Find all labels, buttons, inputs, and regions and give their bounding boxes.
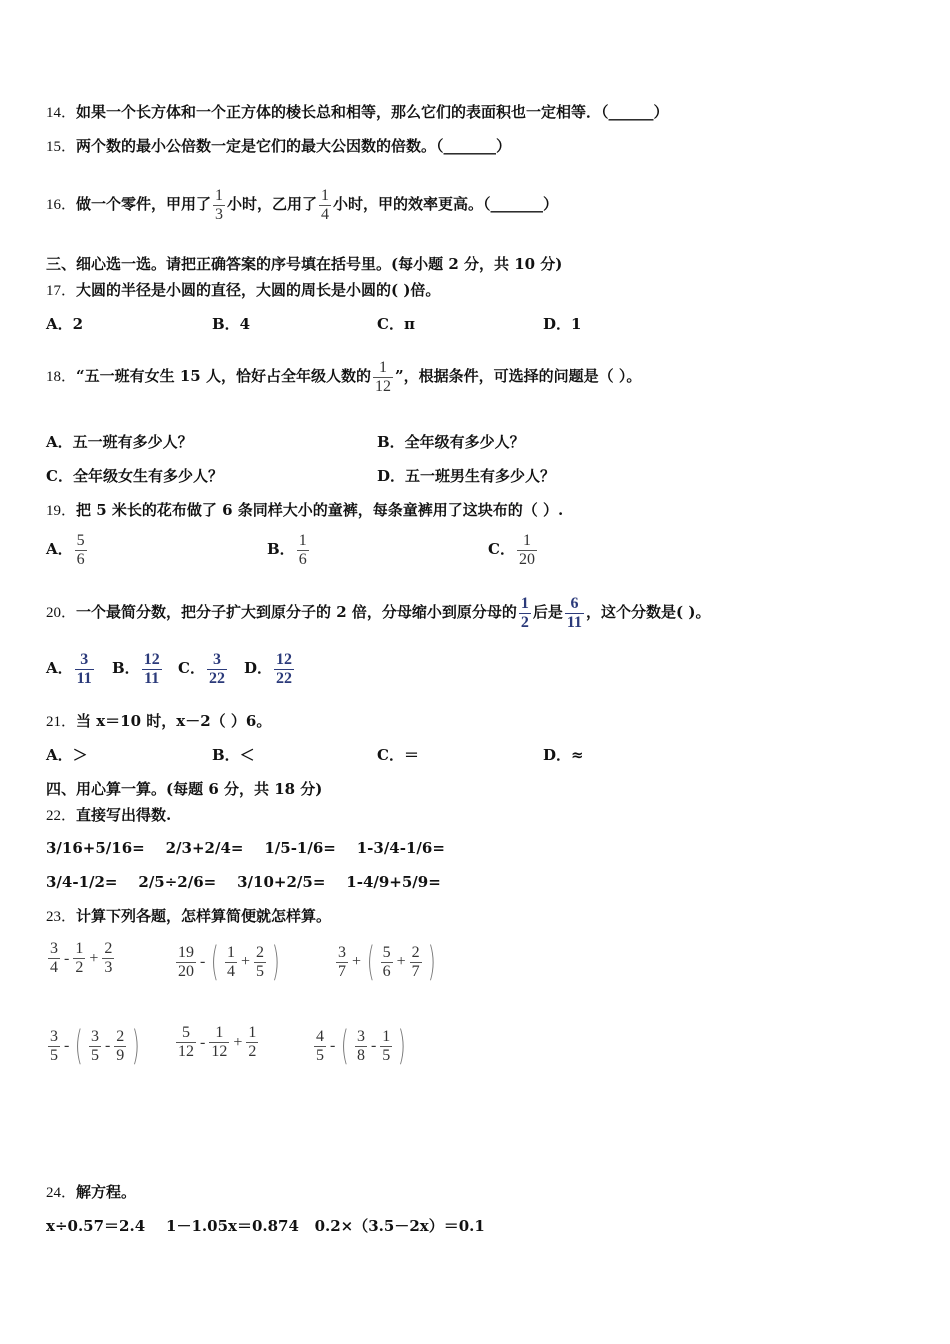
question-text: 把 5 米长的花布做了 6 条同样大小的童裤，每条童裤用了这块布的（ ）. [76,501,564,519]
option-c[interactable]: C． $\frac{3}{22}$ [178,650,225,687]
question-number: 15． [46,139,77,155]
calc-row-1: 3/16+5/16= 2/3+2/4= 1/5-1/6= 1-3/4-1/6= [46,839,445,857]
question-text: 当 x＝10 时，x－2（ ）6。 [76,712,272,730]
question-number: 23． [46,909,77,925]
option-b[interactable]: B． $\frac{12}{11}$ [112,650,160,687]
fraction: $\frac{1}{6}$ [298,531,307,568]
question-text: 做一个零件，甲用了 [76,195,212,213]
question-text: 直接写出得数. [76,806,172,824]
option-d[interactable]: D．1 [543,315,582,333]
fraction: $\frac{3}{22}$ [208,650,225,687]
question-text: 计算下列各题，怎样算简便就怎样算。 [76,907,332,925]
expression-5: $\frac{5}{12}$ - $\frac{1}{12}$ + $\frac{1}{2}$ [178,1024,257,1060]
question-number: 21． [46,714,77,730]
question-number: 24． [46,1185,77,1201]
expression-3: $\frac{3}{7}$ + ( $\frac{5}{6}$ + $\frac{2}{7}$ ) [338,939,436,985]
fraction: $\frac{1}{12}$ [374,358,391,395]
question-text: 两个数的最小公倍数一定是它们的最大公因数的倍数。（_______） [76,137,512,155]
question-21 [46,711,271,732]
question-24 [46,1182,136,1203]
question-text: 如果一个长方体和一个正方体的棱长总和相等，那么它们的表面积也一定相等．（______） [76,103,669,121]
question-number: 20． [46,605,77,621]
question-text: 一个最简分数，把分子扩大到原分子的 2 倍，分母缩小到原分母的 [76,603,517,621]
question-number: 19． [46,503,77,519]
option-a[interactable]: A．2 [46,315,84,333]
fraction: $\frac{1}{4}$ [321,186,330,223]
option-c[interactable]: C．全年级女生有多少人？ [46,467,223,485]
fraction: $\frac{5}{6}$ [76,531,85,568]
expression-4: $\frac{3}{5}$ - ( $\frac{3}{5}$ - $\frac{2}{9}$ ) [50,1023,140,1069]
question-19 [46,500,563,521]
option-c[interactable]: C．π [377,315,415,333]
section-3-title: 三、细心选一选。请把正确答案的序号填在括号里。(每小题 2 分，共 10 分) [46,255,563,273]
option-a[interactable]: A． $\frac{5}{6}$ [46,531,85,568]
fraction: $\frac{6}{11}$ [566,594,583,631]
question-number: 17． [46,283,77,299]
option-c[interactable]: C．＝ [377,746,419,764]
question-18: 18．“五一班有女生 15 人，恰好占全年级人数的 $\frac{1}{12}$ ”，根据条件，可选择的问题是（ ）。 [46,358,642,395]
fraction: $\frac{1}{20}$ [518,531,535,568]
question-text: 大圆的半径是小圆的直径，大圆的周长是小圆的( )倍。 [76,281,441,299]
fraction: $\frac{3}{11}$ [76,650,92,687]
option-d[interactable]: D． $\frac{12}{22}$ [244,650,293,687]
expression-6: $\frac{4}{5}$ - ( $\frac{3}{8}$ - $\frac{1}{5}$ ) [316,1023,406,1069]
option-a[interactable]: A．五一班有多少人？ [46,433,193,451]
section-4-title: 四、用心算一算。(每题 6 分，共 18 分) [46,780,323,798]
question-16: 16．做一个零件，甲用了 $\frac{1}{3}$ 小时，乙用了 $\frac{1}{4}$ 小时，甲的效率更高。（_______） [46,186,559,223]
question-20: 20．一个最简分数，把分子扩大到原分子的 2 倍，分母缩小到原分母的 $\frac{1}{2}$ 后是 $\frac{6}{11}$ ，这个分数是( )。 [46,594,711,631]
calc-row-2: 3/4-1/2= 2/5÷2/6= 3/10+2/5= 1-4/9+5/9= [46,873,441,891]
question-text: 解方程。 [76,1183,137,1201]
fraction: $\frac{1}{2}$ [520,594,529,631]
question-22 [46,805,171,826]
question-17 [46,280,440,301]
question-14 [46,102,669,123]
fraction: $\frac{12}{22}$ [276,650,293,687]
option-b[interactable]: B．＜ [212,746,255,764]
question-number: 22． [46,808,77,824]
question-number: 16． [46,197,77,213]
option-c[interactable]: C． $\frac{1}{20}$ [488,531,535,568]
option-b[interactable]: B．全年级有多少人？ [377,433,525,451]
question-23 [46,906,331,927]
option-a[interactable]: A．＞ [46,746,88,764]
question-number: 14． [46,105,77,121]
equation-row: x÷0.57＝2.4 1－1.05x＝0.874 0.2×（3.5－2x）＝0.1 [46,1217,485,1235]
expression-1: $\frac{3}{4}$ - $\frac{1}{2}$ + $\frac{2}{3}$ [50,940,113,976]
fraction: $\frac{1}{3}$ [215,186,224,223]
option-a[interactable]: A． $\frac{3}{11}$ [46,650,92,687]
option-d[interactable]: D．五一班男生有多少人？ [377,467,556,485]
option-d[interactable]: D．≈ [543,746,584,764]
fraction: $\frac{12}{11}$ [143,650,160,687]
question-number: 18． [46,369,77,385]
expression-2: $\frac{19}{20}$ - ( $\frac{1}{4}$ + $\frac{2}{5}$ ) [178,939,280,985]
option-b[interactable]: B． $\frac{1}{6}$ [267,531,307,568]
option-b[interactable]: B．4 [212,315,251,333]
question-text: “五一班有女生 15 人，恰好占全年级人数的 [76,367,371,385]
question-15 [46,136,511,157]
